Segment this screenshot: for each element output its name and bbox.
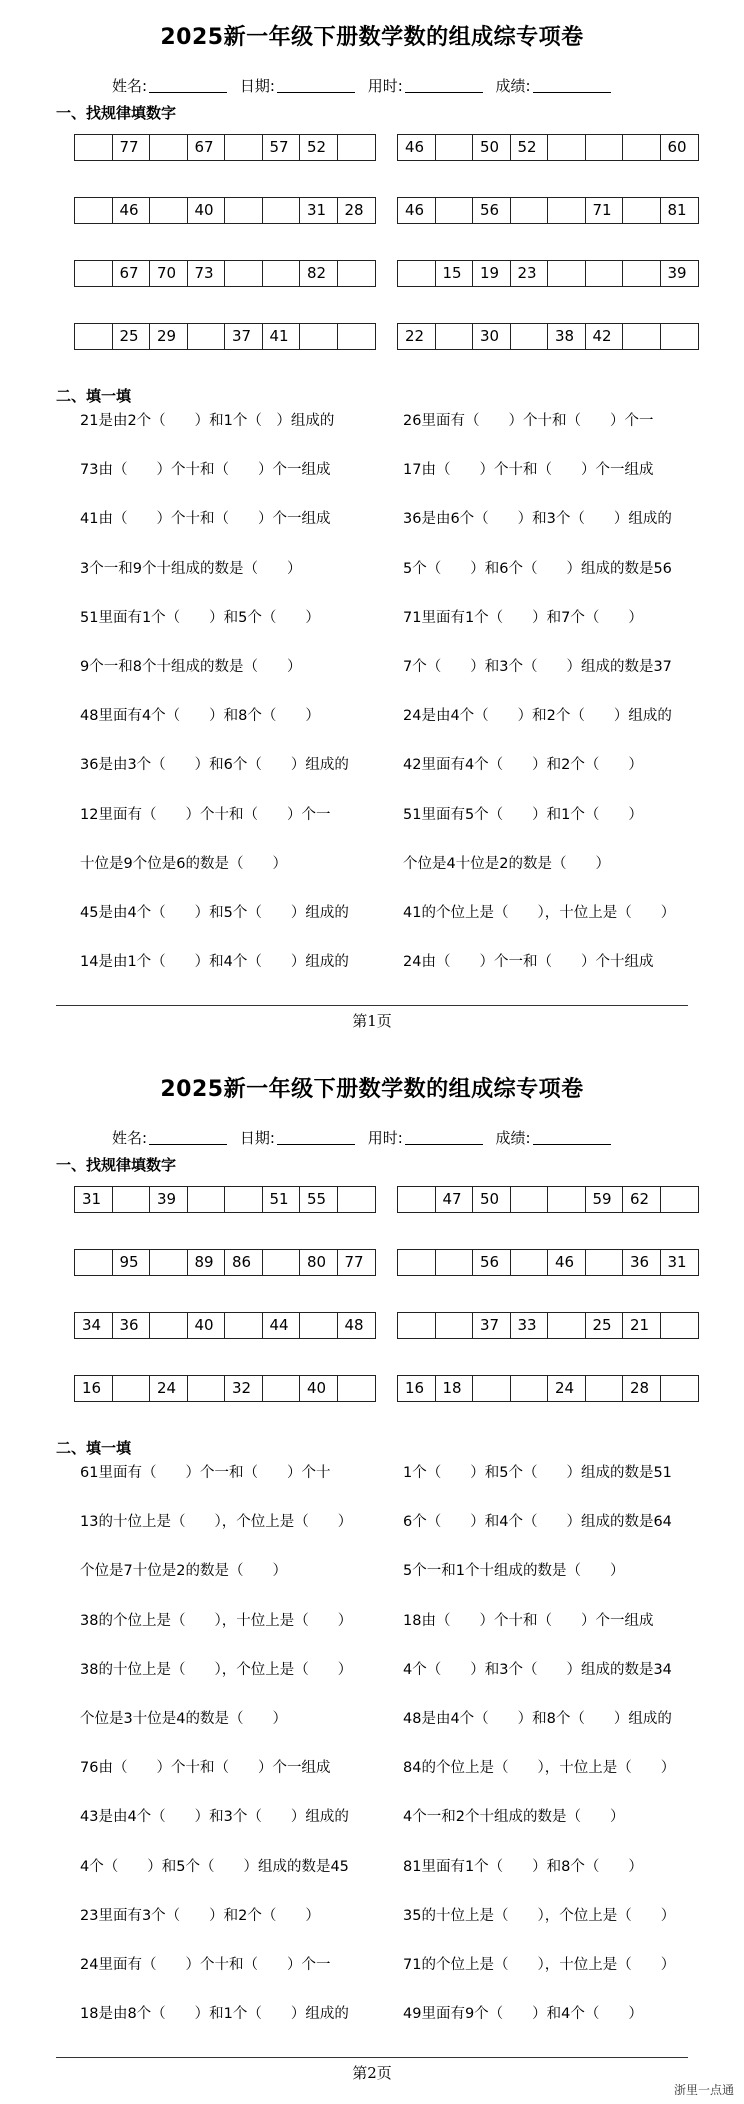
given-number-cell: 21 [623,1313,661,1338]
given-number-cell: 70 [150,261,188,286]
fill-question[interactable]: 42里面有4个（ ）和2个（ ） [403,757,643,774]
answer-cell-blank[interactable] [338,261,376,286]
fill-question[interactable]: 48里面有4个（ ）和8个（ ） [80,708,320,725]
given-number-cell: 50 [473,135,511,160]
given-number-cell: 31 [300,198,338,223]
fill-question[interactable]: 4个（ ）和5个（ ）组成的数是45 [80,1858,349,1875]
time-blank[interactable] [405,78,483,93]
section-heading-pattern: 一、找规律填数字 [56,1156,177,1174]
given-number-cell: 52 [300,135,338,160]
given-number-cell: 34 [75,1313,113,1338]
given-number-cell: 80 [300,1250,338,1275]
date-blank[interactable] [277,1130,355,1145]
answer-cell-blank[interactable] [511,1250,549,1275]
given-number-cell: 28 [344,201,364,219]
answer-cell-blank[interactable] [225,1313,263,1338]
fill-question[interactable]: 6个（ ）和4个（ ）组成的数是64 [403,1514,672,1531]
answer-cell-blank[interactable] [473,1376,511,1401]
answer-cell-blank[interactable] [263,1376,301,1401]
fill-question[interactable]: 9个一和8个十组成的数是（ ） [80,659,302,675]
pattern-grid-right [397,1312,699,1339]
name-label: 姓名: [112,77,148,95]
answer-cell-blank[interactable] [661,1313,699,1338]
pattern-grid-left [74,134,376,161]
given-number-cell: 31 [75,1187,113,1212]
score-blank[interactable] [533,78,611,93]
answer-cell-blank[interactable] [225,261,263,286]
page-title: 2025新一年级下册数学数的组成综专项卷 [160,1077,584,1102]
answer-cell-blank[interactable] [75,1250,113,1275]
fill-question[interactable]: 38的个位上是（ ），十位上是（ ） [80,1612,353,1629]
fill-question[interactable]: 13的十位上是（ ），个位上是（ ） [80,1514,353,1531]
given-number-cell: 15 [436,261,474,286]
pattern-grid-left [74,260,376,287]
page-2 [0,1052,744,2104]
fill-question[interactable]: 71的个位上是（ ），十位上是（ ） [403,1957,676,1973]
answer-cell-blank[interactable] [586,261,624,286]
answer-cell-blank[interactable] [511,198,549,223]
answer-cell-blank[interactable] [623,324,661,349]
given-number-cell: 18 [436,1376,474,1401]
given-number-cell: 16 [398,1376,436,1401]
fill-question[interactable]: 个位是7十位是2的数是（ ） [80,1563,287,1580]
fill-question[interactable]: 76由（ ）个十和（ ）个一组成 [80,1760,331,1777]
answer-cell-blank[interactable] [511,324,549,349]
given-number-cell: 38 [548,324,586,349]
section-heading-fill: 二、填一填 [56,1439,132,1457]
page-title: 2025新一年级下册数学数的组成综专项卷 [160,25,584,50]
pattern-grid-right [397,323,699,350]
answer-cell-blank[interactable] [188,1376,226,1401]
given-number-cell: 40 [300,1376,338,1401]
given-number-cell: 81 [667,201,687,219]
answer-cell-blank[interactable] [398,1187,436,1212]
score-label: 成绩: [495,1129,531,1147]
answer-cell-blank[interactable] [661,1376,699,1401]
given-number-cell: 71 [586,198,624,223]
fill-question[interactable]: 12里面有（ ）个十和（ ）个一 [80,806,331,823]
given-number-cell: 62 [623,1187,661,1212]
given-number-cell: 39 [667,264,687,282]
fill-question[interactable]: 1个（ ）和5个（ ）组成的数是51 [403,1465,672,1481]
answer-cell-blank[interactable] [586,1376,624,1401]
given-number-cell: 16 [75,1376,113,1401]
given-number-cell: 42 [586,324,624,349]
answer-cell-blank[interactable] [225,198,263,223]
given-number-cell: 77 [113,135,151,160]
answer-cell-blank[interactable] [338,1187,376,1212]
fill-question[interactable]: 18是由8个（ ）和1个（ ）组成的 [80,2006,349,2023]
given-number-cell: 86 [225,1250,263,1275]
answer-cell-blank[interactable] [188,324,226,349]
fill-question[interactable]: 14是由1个（ ）和4个（ ）组成的 [80,954,349,971]
given-number-cell: 33 [511,1313,549,1338]
fill-question[interactable]: 73由（ ）个十和（ ）个一组成 [80,462,331,479]
pattern-grid-left [74,1249,376,1276]
answer-cell-blank[interactable] [225,1187,263,1212]
fill-question[interactable]: 18由（ ）个十和（ ）个一组成 [403,1612,654,1629]
given-number-cell: 22 [398,324,436,349]
student-info-line [112,75,619,96]
given-number-cell: 30 [473,324,511,349]
pattern-grid-right [397,260,699,287]
answer-cell-blank[interactable] [586,135,624,160]
fill-question[interactable]: 38的十位上是（ ），个位上是（ ） [80,1661,353,1678]
given-number-cell: 57 [263,135,301,160]
given-number-cell: 36 [113,1313,151,1338]
answer-cell-blank[interactable] [75,261,113,286]
given-number-cell: 55 [300,1187,338,1212]
answer-cell-blank[interactable] [263,1250,301,1275]
given-number-cell: 28 [623,1376,661,1401]
given-number-cell: 44 [263,1313,301,1338]
name-label: 姓名: [112,1129,148,1147]
pattern-grid-right [397,134,699,161]
given-number-cell: 41 [263,324,301,349]
given-number-cell: 60 [667,138,687,156]
given-number-cell: 56 [473,1250,511,1275]
answer-cell-blank[interactable] [113,1376,151,1401]
answer-cell-blank[interactable] [436,324,474,349]
answer-cell-blank[interactable] [338,135,376,160]
given-number-cell: 48 [344,1316,364,1334]
answer-cell-blank[interactable] [436,198,474,223]
answer-cell-blank[interactable] [225,135,263,160]
time-label: 用时: [367,77,403,95]
pattern-grid-left [74,1186,376,1213]
fill-question[interactable]: 84的个位上是（ ），十位上是（ ） [403,1760,676,1777]
fill-question[interactable]: 24由（ ）个一和（ ）个十组成 [403,954,654,971]
page-number: 第2页 [352,2064,392,2082]
pattern-grid-right [397,1249,699,1276]
fill-question[interactable]: 23里面有3个（ ）和2个（ ） [80,1907,320,1924]
answer-cell-blank[interactable] [398,261,436,286]
fill-question[interactable]: 7个（ ）和3个（ ）组成的数是37 [403,659,672,675]
answer-cell-blank[interactable] [75,135,113,160]
fill-question[interactable]: 41的个位上是（ ），十位上是（ ） [403,905,676,921]
time-blank[interactable] [405,1130,483,1145]
fill-question[interactable]: 49里面有9个（ ）和4个（ ） [403,2006,643,2023]
section-heading-fill: 二、填一填 [56,387,132,405]
score-label: 成绩: [495,77,531,95]
answer-cell-blank[interactable] [150,1313,188,1338]
fill-question[interactable]: 71里面有1个（ ）和7个（ ） [403,609,643,626]
given-number-cell: 39 [150,1187,188,1212]
given-number-cell: 46 [548,1250,586,1275]
date-label: 日期: [239,77,275,95]
answer-cell-blank[interactable] [338,324,376,349]
fill-question[interactable]: 个位是4十位是2的数是（ ） [403,855,610,872]
answer-cell-blank[interactable] [548,261,586,286]
fill-question[interactable]: 十位是9个位是6的数是（ ） [80,855,287,872]
fill-question[interactable]: 36是由6个（ ）和3个（ ）组成的 [403,511,672,528]
given-number-cell: 25 [113,324,151,349]
footer-divider [56,2057,688,2058]
pattern-grid-left [74,323,376,350]
given-number-cell: 24 [548,1376,586,1401]
given-number-cell: 40 [188,1313,226,1338]
answer-cell-blank[interactable] [586,1250,624,1275]
answer-cell-blank[interactable] [263,198,301,223]
answer-cell-blank[interactable] [623,198,661,223]
given-number-cell: 40 [188,198,226,223]
given-number-cell: 67 [188,135,226,160]
pattern-grid-left [74,1312,376,1339]
answer-cell-blank[interactable] [511,1187,549,1212]
given-number-cell: 46 [398,135,436,160]
score-blank[interactable] [533,1130,611,1145]
given-number-cell: 36 [623,1250,661,1275]
given-number-cell: 19 [473,261,511,286]
given-number-cell: 24 [150,1376,188,1401]
given-number-cell: 37 [473,1313,511,1338]
given-number-cell: 37 [225,324,263,349]
fill-question[interactable]: 5个一和1个十组成的数是（ ） [403,1563,625,1580]
answer-cell-blank[interactable] [113,1187,151,1212]
answer-cell-blank[interactable] [300,324,338,349]
fill-question[interactable]: 35的十位上是（ ），个位上是（ ） [403,1907,676,1924]
fill-question[interactable]: 3个一和9个十组成的数是（ ） [80,560,302,577]
answer-cell-blank[interactable] [263,261,301,286]
fill-question[interactable]: 4个一和2个十组成的数是（ ） [403,1809,625,1826]
answer-cell-blank[interactable] [398,1250,436,1275]
answer-cell-blank[interactable] [150,135,188,160]
fill-question[interactable]: 45是由4个（ ）和5个（ ）组成的 [80,905,349,921]
fill-question[interactable]: 81里面有1个（ ）和8个（ ） [403,1858,643,1875]
answer-cell-blank[interactable] [75,198,113,223]
given-number-cell: 51 [263,1187,301,1212]
fill-question[interactable]: 48是由4个（ ）和8个（ ）组成的 [403,1711,672,1727]
pattern-grid-left [74,1375,376,1402]
date-blank[interactable] [277,78,355,93]
name-blank[interactable] [149,78,227,93]
answer-cell-blank[interactable] [511,1376,549,1401]
answer-cell-blank[interactable] [548,1187,586,1212]
given-number-cell: 31 [667,1253,687,1271]
given-number-cell: 46 [113,198,151,223]
fill-question[interactable]: 26里面有（ ）个十和（ ）个一 [403,413,654,429]
answer-cell-blank[interactable] [150,198,188,223]
fill-question[interactable]: 24里面有（ ）个十和（ ）个一 [80,1957,331,1973]
date-label: 日期: [239,1129,275,1147]
given-number-cell: 73 [188,261,226,286]
fill-question[interactable]: 5个（ ）和6个（ ）组成的数是56 [403,560,672,577]
answer-cell-blank[interactable] [436,135,474,160]
watermark: 浙里一点通 [673,2083,734,2097]
pattern-grid-right [397,1375,699,1402]
given-number-cell: 59 [586,1187,624,1212]
answer-cell-blank[interactable] [75,324,113,349]
page-number: 第1页 [352,1012,392,1030]
pattern-grid-left [74,197,376,224]
answer-cell-blank[interactable] [436,1313,474,1338]
given-number-cell: 29 [150,324,188,349]
answer-cell-blank[interactable] [548,1313,586,1338]
fill-question[interactable]: 51里面有1个（ ）和5个（ ） [80,609,320,626]
fill-question[interactable]: 4个（ ）和3个（ ）组成的数是34 [403,1661,672,1678]
given-number-cell: 46 [398,198,436,223]
given-number-cell: 89 [188,1250,226,1275]
given-number-cell: 95 [113,1250,151,1275]
given-number-cell: 50 [473,1187,511,1212]
answer-cell-blank[interactable] [661,1187,699,1212]
answer-cell-blank[interactable] [623,261,661,286]
pattern-grid-right [397,1186,699,1213]
answer-cell-blank[interactable] [661,324,699,349]
student-info-line [112,1127,619,1148]
name-blank[interactable] [149,1130,227,1145]
given-number-cell: 67 [113,261,151,286]
section-heading-pattern: 一、找规律填数字 [56,104,177,122]
fill-question[interactable]: 51里面有5个（ ）和1个（ ） [403,806,643,823]
answer-cell-blank[interactable] [150,1250,188,1275]
fill-question[interactable]: 61里面有（ ）个一和（ ）个十 [80,1465,331,1481]
given-number-cell: 23 [511,261,549,286]
footer-divider [56,1005,688,1006]
pattern-grid-right [397,197,699,224]
given-number-cell: 25 [586,1313,624,1338]
answer-cell-blank[interactable] [548,198,586,223]
answer-cell-blank[interactable] [548,135,586,160]
given-number-cell: 77 [344,1253,364,1271]
given-number-cell: 47 [436,1187,474,1212]
given-number-cell: 32 [225,1376,263,1401]
fill-question[interactable]: 24是由4个（ ）和2个（ ）组成的 [403,708,672,725]
fill-question[interactable]: 个位是3十位是4的数是（ ） [80,1711,287,1727]
given-number-cell: 82 [300,261,338,286]
given-number-cell: 52 [511,135,549,160]
given-number-cell: 56 [473,198,511,223]
fill-question[interactable]: 17由（ ）个十和（ ）个一组成 [403,462,654,479]
fill-question[interactable]: 43是由4个（ ）和3个（ ）组成的 [80,1809,349,1826]
time-label: 用时: [367,1129,403,1147]
fill-question[interactable]: 21是由2个（ ）和1个（ ）组成的 [80,413,335,429]
fill-question[interactable]: 41由（ ）个十和（ ）个一组成 [80,511,331,528]
answer-cell-blank[interactable] [338,1376,376,1401]
fill-question[interactable]: 36是由3个（ ）和6个（ ）组成的 [80,757,349,774]
answer-cell-blank[interactable] [436,1250,474,1275]
answer-cell-blank[interactable] [623,135,661,160]
answer-cell-blank[interactable] [188,1187,226,1212]
answer-cell-blank[interactable] [398,1313,436,1338]
answer-cell-blank[interactable] [300,1313,338,1338]
